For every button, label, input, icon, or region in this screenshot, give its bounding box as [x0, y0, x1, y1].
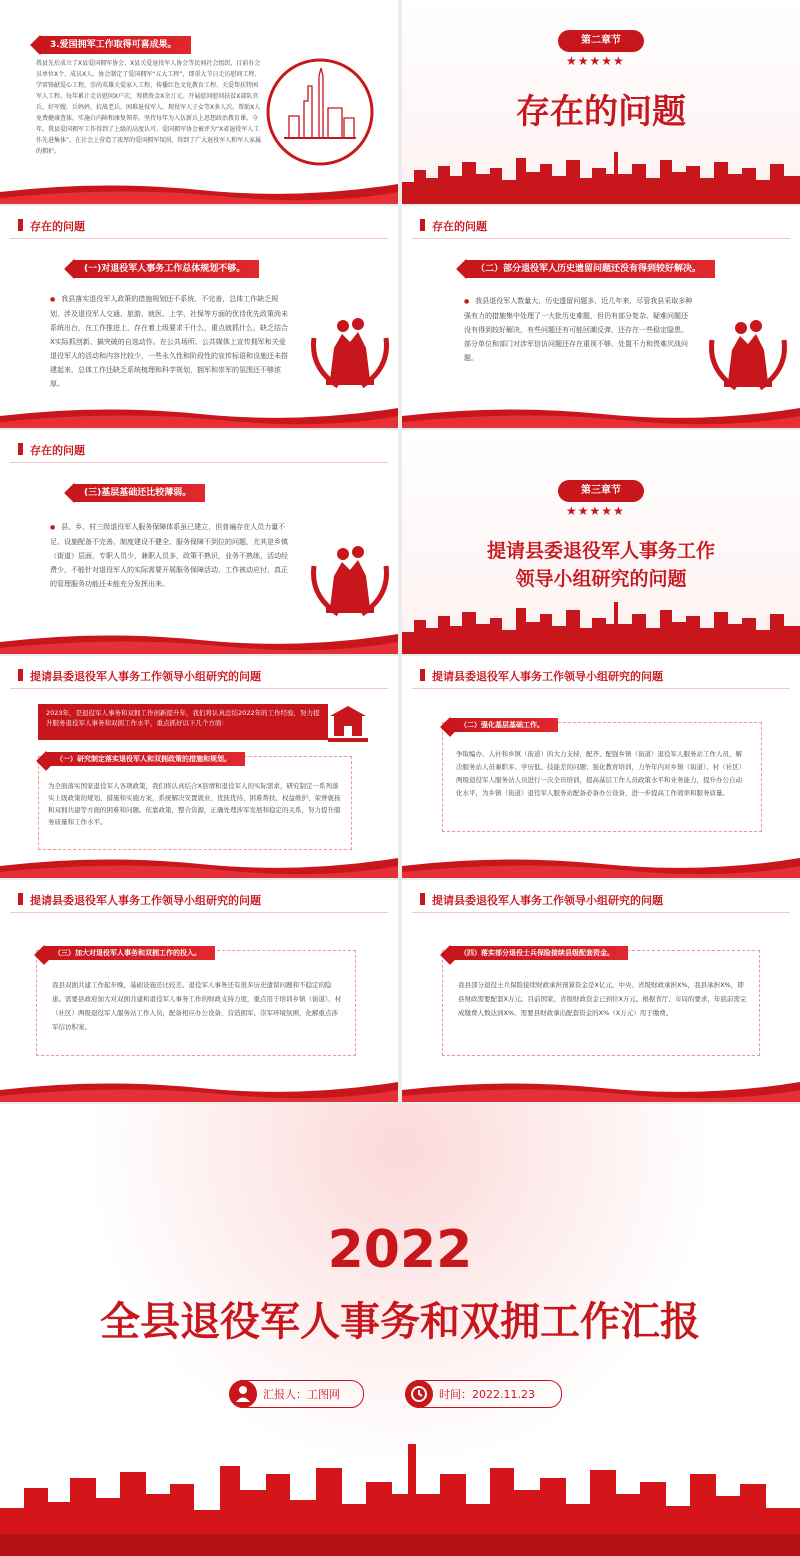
wave-decoration: [0, 624, 398, 654]
slide-achievements[interactable]: [0, 0, 398, 204]
slide-problem-one[interactable]: [0, 206, 398, 428]
slide-proposal-one[interactable]: [0, 656, 398, 878]
cover-year: 2022: [327, 1220, 473, 1280]
slide-problem-three[interactable]: [0, 430, 398, 654]
chapter-badge: 第三章节: [558, 480, 644, 502]
section-pill: （二）部分退役军人历史遗留问题还没有得到较好解决。: [466, 260, 715, 278]
reporter-label: 汇报人：工图网: [263, 1388, 340, 1401]
body-text: 我县部分退役士兵保险接续财政承担预算资金是X亿元，中央、省级财政承担X%，我县承担X%，即县财政需要配套X万元。目前国家、省级财政资金已到位X万元。根据省厅、市局的要求，年底前需完成缴费人数达到X%，需要县财政拿出配套资金的X%（X万元）用于缴费。: [458, 981, 747, 1017]
soldier-emblem: [300, 526, 398, 626]
wave-decoration: [402, 1072, 800, 1102]
landmark-illustration: [264, 56, 376, 168]
section-pill: （二）强化基层基础工作。: [450, 718, 558, 732]
slide-problem-two[interactable]: [402, 206, 800, 428]
slide-header: 存在的问题: [30, 444, 85, 457]
section-pill: （四）落实部分退役士兵保险接续县级配套资金。: [450, 946, 628, 960]
cover-title: 全县退役军人事务和双拥工作汇报: [100, 1299, 700, 1345]
body-text: ● 县、乡、村三级退役军人服务保障体系虽已建立，但普遍存在人员力量不足、设施配备不完善、制度建设不健全、服务保障不到位的问题，尤其是乡镇（街道）层面，专职人员少，兼职人员多，政策不熟识，业务不熟练，活动经费少，不能针对退役军人的实际需要开展服务保障活动，工作被动应付，真正的管理服务功能还未能充分发挥出来。: [50, 520, 290, 591]
city-skyline: [402, 598, 800, 654]
header-divider: [10, 688, 388, 689]
chapter-badge: 第二章节: [558, 30, 644, 52]
slide-proposal-two[interactable]: [402, 656, 800, 878]
slide-header: 存在的问题: [30, 220, 85, 233]
wave-decoration: [0, 848, 398, 878]
soldier-emblem: [300, 298, 398, 398]
body-text: 我县双拥共建工作起步晚，基础设施还比较差。退役军人事务还有很多历史遗留问题和不稳定的隐患。需要县政府加大对双拥共建和退役军人事务工作的财政支持力度，重点用于培训乡镇（街道）、村（社区）两级退役军人服务站工作人员，配备相应办公设备，营造拥军、崇军环境氛围，化解重点涉军信访积案。: [52, 981, 342, 1031]
section-pill: (三)基层基础还比较薄弱。: [74, 484, 205, 502]
soldier-emblem: [698, 300, 798, 400]
star-row: ★★★★★: [566, 54, 625, 68]
tiananmen-icon: [326, 700, 370, 744]
clock-icon: [405, 1380, 433, 1408]
header-divider: [10, 238, 388, 239]
star-row: ★★★★★: [566, 504, 625, 518]
slide-chapter-three[interactable]: [402, 430, 800, 654]
slide-header: 提请县委退役军人事务工作领导小组研究的问题: [30, 894, 261, 907]
body-text: 为全面落实国家退役军人各项政策，我们将认真结合X县情和退役军人的实际需求，研究制定一系列落实上级政策的规划、措施和实施方案，系统解决安置就业、优抚优待、困难帮扶、权益维护、荣誉褒扬和双拥共建等方面的困难和问题。依靠政策，整合资源，正确处理涉军发展和稳定的关系，努力提升服务质量和工作水平。: [48, 782, 341, 826]
header-divider: [412, 912, 790, 913]
wave-decoration: [402, 848, 800, 878]
slide-cover[interactable]: [0, 1104, 800, 1556]
slide-proposal-three[interactable]: [0, 880, 398, 1102]
user-icon: [229, 1380, 257, 1408]
city-skyline: [402, 148, 800, 204]
section-pill: 3.爱国拥军工作取得可喜成果。: [40, 36, 191, 54]
section-pill: （三）加大对退役军人事务和双拥工作的投入。: [44, 946, 215, 960]
time-value: 2022.11.23: [472, 1388, 535, 1401]
header-divider: [10, 912, 388, 913]
slide-proposal-four[interactable]: [402, 880, 800, 1102]
body-text: ● 我县退役军人数量大，历史遗留问题多，近几年来，尽管我县采取多种强有力的措施集中处理了一大批历史难题，但仍有部分复杂、疑难问题还没有得到较好解决，有些问题还有可能回潮反弹，还存在一些稳定隐患。部分单位和部门对涉军信访问题还存在重视不够、处置不力和畏难厌战问题。: [464, 294, 694, 365]
header-divider: [412, 238, 790, 239]
time-prefix: 时间：: [439, 1388, 472, 1401]
city-skyline: [0, 1438, 800, 1556]
header-divider: [10, 462, 388, 463]
intro-text: 2023年，是退役军人事务和双拥工作创新提升年，我们将认真总结2022年的工作经验，努力提升服务退役军人事务和双拥工作水平，重点抓好以下几个方面：: [46, 709, 320, 727]
time-pill: [406, 1380, 562, 1408]
header-divider: [412, 688, 790, 689]
chapter-title: 存在的问题: [516, 92, 686, 132]
wave-decoration: [0, 174, 398, 204]
chapter-title-line2: 领导小组研究的问题: [515, 568, 687, 590]
body-text: 争取编办、人社和乡镇（街道）的大力支持，配齐、配强乡镇（街道）退役军人服务站工作人员，解决服务站人员兼职多、学历低、技能差的问题；强化教育培训，力争年内对乡镇（街道）、村（社区）两级退役军人服务站人员进行一次全员培训，提高基层工作人员政策水平和业务能力，提升办公自动化水平，为乡镇（街道）退役军人服务站配备必备办公设备，进一步提高工作效率和服务质量。: [456, 750, 746, 797]
slide-header: 存在的问题: [432, 220, 487, 233]
chapter-title-line1: 提请县委退役军人事务工作: [486, 540, 715, 562]
slide-header: 提请县委退役军人事务工作领导小组研究的问题: [432, 670, 663, 683]
body-text: ● 我县落实退役军人政策的措施规划还不系统、不完善，总体工作缺乏规划，涉及退役军人交通、旅游、就医、上学、社保等方面的优待优先政策尚未系统出台，在工作推进上，存在着上级要求干什么，重点就抓什么，缺乏结合X实际抓创新、搞突破的自选动作。在公共场所、公共媒体上宣传拥军和关爱退役军人的活动和内容比较少，一些永久性和阶段性的宣传标语和设施还未搭建起来，总体工作还缺乏系统梳理和科学规划，拥军和崇军的氛围还不够浓厚。: [50, 292, 290, 391]
slide-chapter-two[interactable]: [402, 0, 800, 204]
wave-decoration: [0, 1072, 398, 1102]
slide-header: 提请县委退役军人事务工作领导小组研究的问题: [432, 894, 663, 907]
slide-header: 提请县委退役军人事务工作领导小组研究的问题: [30, 670, 261, 683]
section-pill: （一）研究制定落实退役军人和双拥政策的措施和规划。: [46, 752, 245, 766]
wave-decoration: [402, 398, 800, 428]
section-pill: (一)对退役军人事务工作总体规划不够。: [74, 260, 259, 278]
body-text: 我县先后成立了X县爱国拥军协会、X县关爱退役军人协会等民间社会组织，目前有会员单位X个、成员X人。协会制定了爱国拥军“五大工程”，即重大节日走访慰问工程、学雷锋献爱心工程、崇尚英雄关爱家人工程、传播红色文化教育工程、关爱帮扶特困军人工程。每年累计走访慰问X户次，筹措资金X余万元。开展慰问慰问扶贫X部队官兵、好军嫂、兵妈妈、抗战老兵、困难退役军人，现役军人子女等X多人次。帮助X人免费健康查体，实施白内障和康复领养。坚持每年为入伍新兵上思想政治教育课。今年，我县爱国拥军工作得到了上级的高度认可。爱国拥军协会被评为“X省退役军人工作先进集体”，在社会上营造了浓厚的爱国拥军氛围，得到了广大退役军人和军人家属的拥护。: [36, 60, 262, 155]
wave-decoration: [0, 398, 398, 428]
intro-banner: [38, 704, 328, 740]
reporter-pill: [230, 1380, 364, 1408]
time-label: [439, 1386, 535, 1402]
